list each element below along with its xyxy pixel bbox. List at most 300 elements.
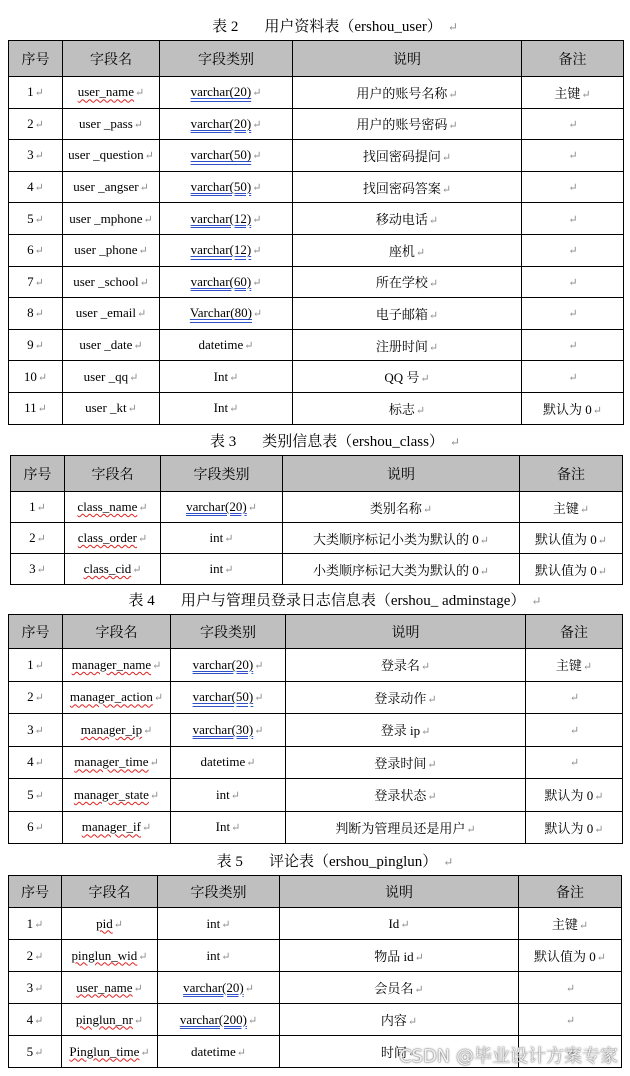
cell-value: varchar(12) [190, 242, 252, 258]
table-title: 用户与管理员登录日志信息表（ershou_ adminstage） ↵ [181, 593, 542, 609]
description-cell [286, 681, 526, 714]
field-name-text [73, 179, 149, 194]
watermark: CSDN @毕业设计方案专家 [398, 1046, 618, 1067]
header-index: 序号 [9, 615, 63, 649]
cell-value: 1 [27, 84, 34, 100]
cell-value: 主键 [555, 658, 582, 674]
table-row [9, 171, 624, 203]
row-index-text [27, 242, 44, 257]
table-row [9, 108, 624, 140]
field-name-text [85, 400, 137, 415]
cell-value: 1 [26, 915, 34, 931]
field-type-cell [160, 298, 293, 330]
cell-value: varchar(50) [192, 689, 254, 705]
cell-value: varchar(12) [190, 210, 252, 226]
remark-cell [522, 266, 624, 298]
table-row [9, 298, 624, 330]
field-type-cell [171, 649, 286, 682]
header-field-type: 字段类别 [161, 456, 283, 492]
cell-value: 登录动作 [374, 690, 427, 706]
field-type-text [180, 1012, 257, 1027]
field-name-text [74, 787, 159, 802]
cell-value: user _question [68, 147, 144, 163]
description-text [356, 86, 457, 101]
field-type-text [193, 689, 264, 704]
header-row [9, 41, 624, 77]
table-row [9, 203, 624, 235]
row-index-text [29, 530, 46, 545]
row-index-text [27, 722, 44, 737]
cell-value: user _school [73, 273, 139, 289]
cell-value: 4 [27, 179, 34, 195]
cell-value: manager_if [81, 819, 141, 835]
row-index-cell [9, 140, 63, 172]
cell-value: varchar(200) [179, 1011, 247, 1027]
cell-value: 11 [24, 400, 37, 416]
cell-value: QQ 号 [384, 370, 420, 386]
field-type-text [201, 754, 256, 769]
table-number: 表 5 [216, 854, 243, 870]
remark-cell [522, 298, 624, 330]
description-text [363, 149, 451, 164]
row-index-cell [9, 746, 63, 779]
remark-cell [519, 908, 622, 940]
field-type-cell [158, 1036, 280, 1068]
cell-value: Id [388, 915, 400, 931]
cell-value: int [206, 915, 221, 931]
field-name-text [84, 561, 142, 576]
table-row [9, 649, 623, 682]
table-row [9, 972, 622, 1004]
field-type-text [216, 787, 240, 802]
cell-value: 1 [29, 499, 36, 514]
field-table [8, 40, 624, 425]
cell-value: datetime [200, 754, 246, 770]
header-field-type: 字段类别 [171, 615, 286, 649]
description-text [374, 756, 436, 771]
cell-value: varchar(20) [183, 979, 244, 995]
row-index-text [29, 561, 46, 576]
remark-text [545, 821, 604, 836]
field-name-cell [63, 171, 160, 203]
field-name-text [74, 242, 147, 257]
row-index-text [27, 1012, 44, 1027]
field-name-cell [63, 234, 160, 266]
header-row [9, 615, 623, 649]
field-name-cell [63, 203, 160, 235]
field-name-cell [63, 298, 160, 330]
row-index-cell [9, 908, 62, 940]
table-row [9, 714, 623, 747]
remark-text [552, 917, 588, 932]
field-type-cell [160, 203, 293, 235]
field-type-text [214, 400, 239, 415]
description-cell [283, 492, 520, 523]
field-type-cell [171, 779, 286, 812]
description-cell [293, 108, 522, 140]
cell-value: user _kt [85, 400, 127, 416]
field-name-text [78, 530, 147, 545]
field-name-cell [63, 392, 160, 424]
field-type-cell [158, 940, 280, 972]
table-row [11, 523, 623, 554]
header-row [11, 456, 623, 492]
row-index-cell [9, 266, 63, 298]
description-cell [280, 972, 519, 1004]
table-title: 评论表（ershou_pinglun） ↵ [269, 854, 453, 870]
row-index-text [27, 274, 44, 289]
field-type-cell [171, 681, 286, 714]
remark-text [567, 369, 577, 384]
cell-value: user_name [77, 84, 135, 100]
description-cell [280, 940, 519, 972]
description-text [335, 821, 475, 836]
field-name-cell [65, 554, 161, 585]
cell-value: Int [213, 368, 229, 384]
cell-value: 5 [27, 210, 34, 226]
row-index-cell [9, 714, 63, 747]
cell-value: user _angser [73, 179, 139, 195]
table-row [9, 77, 624, 109]
field-type-cell [171, 714, 286, 747]
description-cell [286, 746, 526, 779]
field-type-text [210, 561, 234, 576]
remark-cell [526, 714, 623, 747]
field-type-cell [161, 492, 283, 523]
header-field-name: 字段名 [65, 456, 161, 492]
field-name-cell [62, 1036, 158, 1068]
remark-cell [522, 234, 624, 266]
field-type-text [191, 179, 262, 194]
header-field-type: 字段类别 [158, 876, 280, 908]
header-remark: 备注 [522, 41, 624, 77]
field-name-text [69, 211, 153, 226]
remark-cell [526, 649, 623, 682]
header-index: 序号 [9, 41, 63, 77]
cell-value: Int [215, 819, 231, 835]
remark-text [534, 949, 606, 964]
field-name-text [69, 1044, 149, 1059]
field-name-cell [62, 908, 158, 940]
table-row [9, 392, 624, 424]
row-index-text [27, 305, 44, 320]
row-index-text [27, 84, 44, 99]
remark-cell [522, 392, 624, 424]
cell-value: 主键 [554, 85, 581, 101]
cell-value: 4 [26, 1011, 34, 1027]
description-text [376, 275, 438, 290]
remark-text [567, 337, 577, 352]
description-cell [293, 77, 522, 109]
cell-value: user _phone [74, 242, 138, 258]
remark-text [565, 1012, 575, 1027]
remark-text [554, 86, 590, 101]
row-index-text [27, 1044, 44, 1059]
remark-text [545, 788, 604, 803]
field-type-text [207, 948, 231, 963]
field-name-cell [62, 972, 158, 1004]
cell-value: 找回密码答案 [362, 180, 441, 196]
field-type-text [186, 499, 257, 514]
description-text [381, 658, 430, 673]
field-name-text [76, 305, 147, 320]
header-description: 说明 [283, 456, 520, 492]
cell-value: varchar(50) [190, 179, 252, 195]
remark-cell [522, 140, 624, 172]
field-name-text [76, 980, 143, 995]
description-cell [293, 203, 522, 235]
cell-value: 默认为 0 [544, 788, 594, 804]
cell-value: 6 [27, 242, 34, 258]
field-type-text [193, 722, 264, 737]
field-type-text [193, 657, 264, 672]
row-index-text [27, 819, 44, 834]
row-index-cell [9, 77, 63, 109]
cell-value: 9 [27, 337, 34, 353]
cell-value: class_name [77, 499, 138, 514]
row-index-cell [11, 492, 65, 523]
table-row [9, 1004, 622, 1036]
cell-value: 3 [27, 147, 34, 163]
remark-cell [526, 681, 623, 714]
remark-text [567, 147, 577, 162]
field-type-text [214, 369, 239, 384]
description-text [356, 117, 457, 132]
field-type-text [199, 337, 254, 352]
cell-value: manager_action [69, 689, 153, 705]
cell-value: 3 [27, 721, 34, 737]
field-name-text [96, 916, 123, 931]
field-name-cell [63, 649, 171, 682]
row-index-cell [9, 940, 62, 972]
cell-value: 2 [27, 689, 34, 705]
field-name-text [73, 274, 149, 289]
field-type-text [191, 242, 262, 257]
cell-value: 6 [27, 819, 34, 835]
cell-value: user _date [79, 337, 133, 353]
field-name-cell [63, 811, 171, 844]
cell-value: 小类顺序标记大类为默认的 0 [313, 562, 479, 578]
remark-text [553, 501, 589, 516]
cell-value: 5 [26, 1043, 34, 1059]
row-index-cell [11, 523, 65, 554]
cell-value: 登录状态 [374, 788, 427, 804]
cell-value: pinglun_wid [71, 947, 138, 963]
row-index-cell [9, 392, 63, 424]
cell-value: 找回密码提问 [362, 148, 441, 164]
row-index-text [27, 689, 44, 704]
cell-value: user _pass [78, 115, 133, 131]
table-caption [0, 433, 630, 451]
remark-cell [522, 361, 624, 393]
row-index-cell [9, 298, 63, 330]
remark-text [567, 274, 577, 289]
table-caption [0, 18, 630, 36]
table-number: 表 3 [210, 434, 237, 450]
field-type-text [190, 305, 262, 320]
description-cell [293, 171, 522, 203]
remark-cell [526, 811, 623, 844]
cell-value: varchar(20) [192, 656, 254, 672]
field-name-text [77, 499, 147, 514]
cell-value: 主键 [551, 917, 578, 932]
table-row [9, 811, 623, 844]
remark-cell [526, 779, 623, 812]
cell-value: 默认为 0 [544, 820, 594, 836]
header-remark: 备注 [520, 456, 623, 492]
table-row [11, 554, 623, 585]
cell-value: 物品 id [374, 949, 414, 964]
header-field-type: 字段类别 [160, 41, 293, 77]
remark-cell [522, 108, 624, 140]
field-type-text [191, 1044, 246, 1059]
remark-text [567, 242, 577, 257]
description-cell [293, 140, 522, 172]
remark-text [535, 563, 607, 578]
remark-text [556, 658, 592, 673]
field-name-text [78, 84, 145, 99]
row-index-cell [11, 554, 65, 585]
cell-value: pinglun_nr [75, 1011, 133, 1027]
remark-cell [519, 940, 622, 972]
field-type-cell [160, 234, 293, 266]
remark-cell [526, 746, 623, 779]
table-number: 表 2 [212, 19, 239, 35]
field-name-cell [63, 77, 160, 109]
cell-value: 8 [27, 305, 34, 321]
field-name-cell [63, 714, 171, 747]
field-type-text [210, 530, 234, 545]
cell-value: 类别名称 [369, 500, 422, 516]
remark-text [567, 179, 577, 194]
row-index-text [27, 787, 44, 802]
description-text [313, 532, 489, 547]
row-index-text [27, 116, 44, 131]
row-index-text [27, 337, 44, 352]
row-index-text [24, 369, 47, 384]
cell-value: 登录时间 [374, 755, 427, 771]
row-index-cell [9, 972, 62, 1004]
row-index-cell [9, 779, 63, 812]
cell-value: 判断为管理员还是用户 [335, 820, 466, 836]
header-index: 序号 [11, 456, 65, 492]
cell-value: varchar(20) [186, 499, 247, 514]
remark-cell [519, 1004, 622, 1036]
field-name-cell [63, 329, 160, 361]
remark-text [569, 754, 579, 769]
row-index-text [27, 754, 44, 769]
field-type-cell [158, 972, 280, 1004]
description-text [381, 723, 431, 738]
cell-value: user _mphone [69, 210, 143, 226]
description-text [374, 691, 436, 706]
field-name-cell [65, 523, 161, 554]
table-row [9, 779, 623, 812]
cell-value: 5 [27, 786, 34, 802]
row-index-cell [9, 649, 63, 682]
cell-value: 主键 [552, 500, 579, 516]
remark-text [565, 980, 575, 995]
field-type-cell [160, 266, 293, 298]
field-type-cell [160, 329, 293, 361]
field-type-text [191, 147, 262, 162]
field-type-text [207, 916, 231, 931]
header-index: 序号 [9, 876, 62, 908]
field-type-cell [158, 908, 280, 940]
cell-value: 标志 [388, 401, 415, 417]
description-cell [293, 298, 522, 330]
cell-value: 所在学校 [375, 275, 428, 291]
cell-value: 大类顺序标记小类为默认的 0 [313, 531, 479, 547]
field-name-cell [63, 108, 160, 140]
field-name-text [72, 657, 162, 672]
cell-value: varchar(20) [190, 115, 252, 131]
table-title: 类别信息表（ershou_class） ↵ [262, 434, 460, 450]
row-index-cell [9, 203, 63, 235]
field-type-cell [160, 361, 293, 393]
description-cell [293, 266, 522, 298]
field-type-cell [161, 554, 283, 585]
field-type-cell [161, 523, 283, 554]
cell-value: manager_time [74, 754, 149, 770]
row-index-text [27, 147, 44, 162]
cell-value: 3 [26, 979, 34, 995]
remark-text [567, 211, 577, 226]
cell-value: 2 [27, 115, 34, 131]
field-type-text [183, 980, 254, 995]
field-type-text [191, 211, 262, 226]
cell-value: 1 [27, 656, 34, 672]
field-name-text [79, 337, 142, 352]
cell-value: 4 [27, 754, 34, 770]
description-text [374, 788, 436, 803]
field-name-cell [63, 361, 160, 393]
remark-cell [522, 203, 624, 235]
cell-value: 3 [29, 561, 36, 576]
row-index-text [24, 400, 47, 415]
cell-value: 2 [26, 947, 34, 963]
field-type-cell [171, 746, 286, 779]
row-index-cell [9, 171, 63, 203]
row-index-cell [9, 361, 63, 393]
description-text [384, 370, 429, 385]
cell-value: int [209, 561, 224, 576]
remark-text [535, 532, 607, 547]
remark-text [543, 402, 602, 417]
cell-value: 登录名 [380, 658, 420, 674]
cell-value: 7 [27, 273, 34, 289]
field-name-text [74, 754, 159, 769]
header-remark: 备注 [519, 876, 622, 908]
field-name-cell [62, 1004, 158, 1036]
description-text [389, 402, 425, 417]
row-index-cell [9, 1004, 62, 1036]
field-name-cell [63, 779, 171, 812]
cell-value: manager_state [73, 786, 149, 802]
description-text [381, 1013, 417, 1028]
row-index-text [27, 980, 44, 995]
description-text [376, 339, 438, 354]
cell-value: 默认值为 0 [534, 949, 596, 964]
field-type-cell [158, 1004, 280, 1036]
remark-cell [519, 972, 622, 1004]
field-type-cell [160, 140, 293, 172]
description-text [313, 563, 489, 578]
field-type-cell [160, 171, 293, 203]
description-text [363, 181, 451, 196]
cell-value: 内容 [380, 1013, 407, 1028]
description-cell [293, 329, 522, 361]
